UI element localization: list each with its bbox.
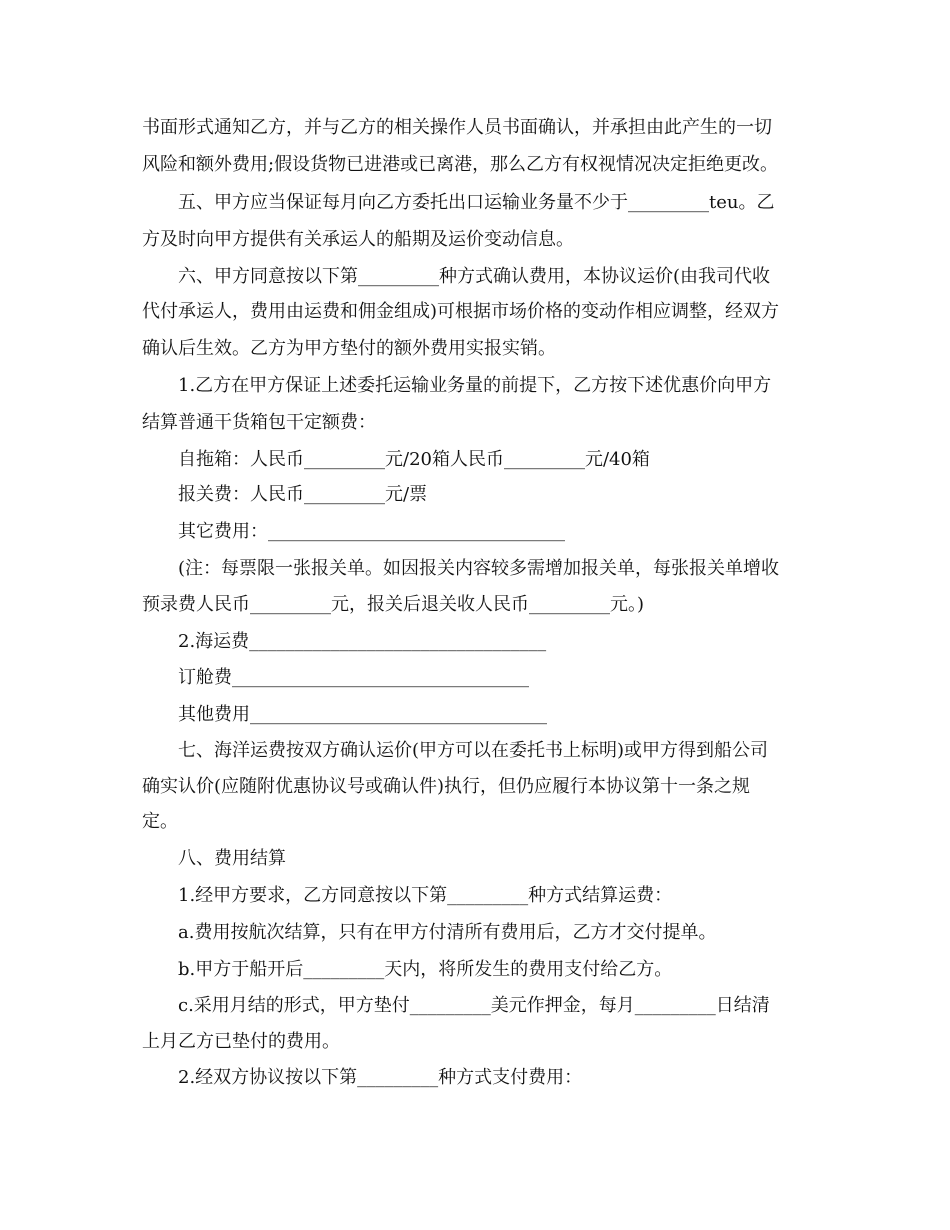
text-line: c.采用月结的形式，甲方垫付_________美元作押金，每月_________日结清 bbox=[178, 995, 770, 1016]
text-line: 六、甲方同意按以下第_________种方式确认费用，本协议运价(由我司代收 bbox=[178, 266, 771, 287]
text-line: 七、海洋运费按双方确认运价(甲方可以在委托书上标明)或甲方得到船公司 bbox=[178, 740, 769, 761]
text-line: 1.乙方在甲方保证上述委托运输业务量的前提下，乙方按下述优惠价向甲方 bbox=[178, 375, 772, 396]
text-line: 方及时向甲方提供有关承运人的船期及运价变动信息。 bbox=[142, 229, 574, 250]
text-line: 书面形式通知乙方，并与乙方的相关操作人员书面确认，并承担由此产生的一切 bbox=[142, 117, 772, 138]
text-line: a.费用按航次结算，只有在甲方付清所有费用后，乙方才交付提单。 bbox=[178, 922, 717, 943]
text-line: (注：每票限一张报关单。如因报关内容较多需增加报关单，每张报关单增收 bbox=[178, 558, 780, 579]
text-line: 自拖箱：人民币_________元/20箱人民币_________元/40箱 bbox=[178, 449, 650, 470]
text-line: 订舱费_________________________________ bbox=[178, 667, 529, 688]
text-line: 2.海运费_________________________________ bbox=[178, 631, 547, 652]
section-heading: 八、费用结算 bbox=[178, 848, 286, 869]
text-line: 五、甲方应当保证每月向乙方委托出口运输业务量不少于_________teu。乙 bbox=[178, 192, 775, 213]
text-line: 1.经甲方要求，乙方同意按以下第_________种方式结算运费： bbox=[178, 885, 673, 906]
text-line: 报关费：人民币_________元/票 bbox=[178, 484, 428, 505]
text-line: 代付承运人，费用由运费和佣金组成)可根据市场价格的变动作相应调整，经双方 bbox=[142, 301, 780, 322]
text-line: 确实认价(应随附优惠协议号或确认件)执行，但仍应履行本协议第十一条之规 bbox=[142, 776, 751, 797]
text-line: 预录费人民币_________元，报关后退关收人民币_________元。) bbox=[142, 594, 645, 615]
text-line: 其他费用_________________________________ bbox=[178, 704, 547, 725]
text-line: 确认后生效。乙方为甲方垫付的额外费用实报实销。 bbox=[142, 338, 556, 359]
text-line: 定。 bbox=[142, 811, 178, 832]
text-line: 2.经双方协议按以下第_________种方式支付费用： bbox=[178, 1067, 583, 1088]
text-line: 上月乙方已垫付的费用。 bbox=[142, 1031, 340, 1052]
text-line: b.甲方于船开后_________天内，将所发生的费用支付给乙方。 bbox=[178, 959, 673, 980]
text-line: 结算普通干货箱包干定额费： bbox=[142, 412, 376, 433]
text-line: 其它费用：_________________________________ bbox=[178, 521, 565, 542]
text-line: 风险和额外费用;假设货物已进港或已离港，那么乙方有权视情况决定拒绝更改。 bbox=[142, 154, 779, 175]
